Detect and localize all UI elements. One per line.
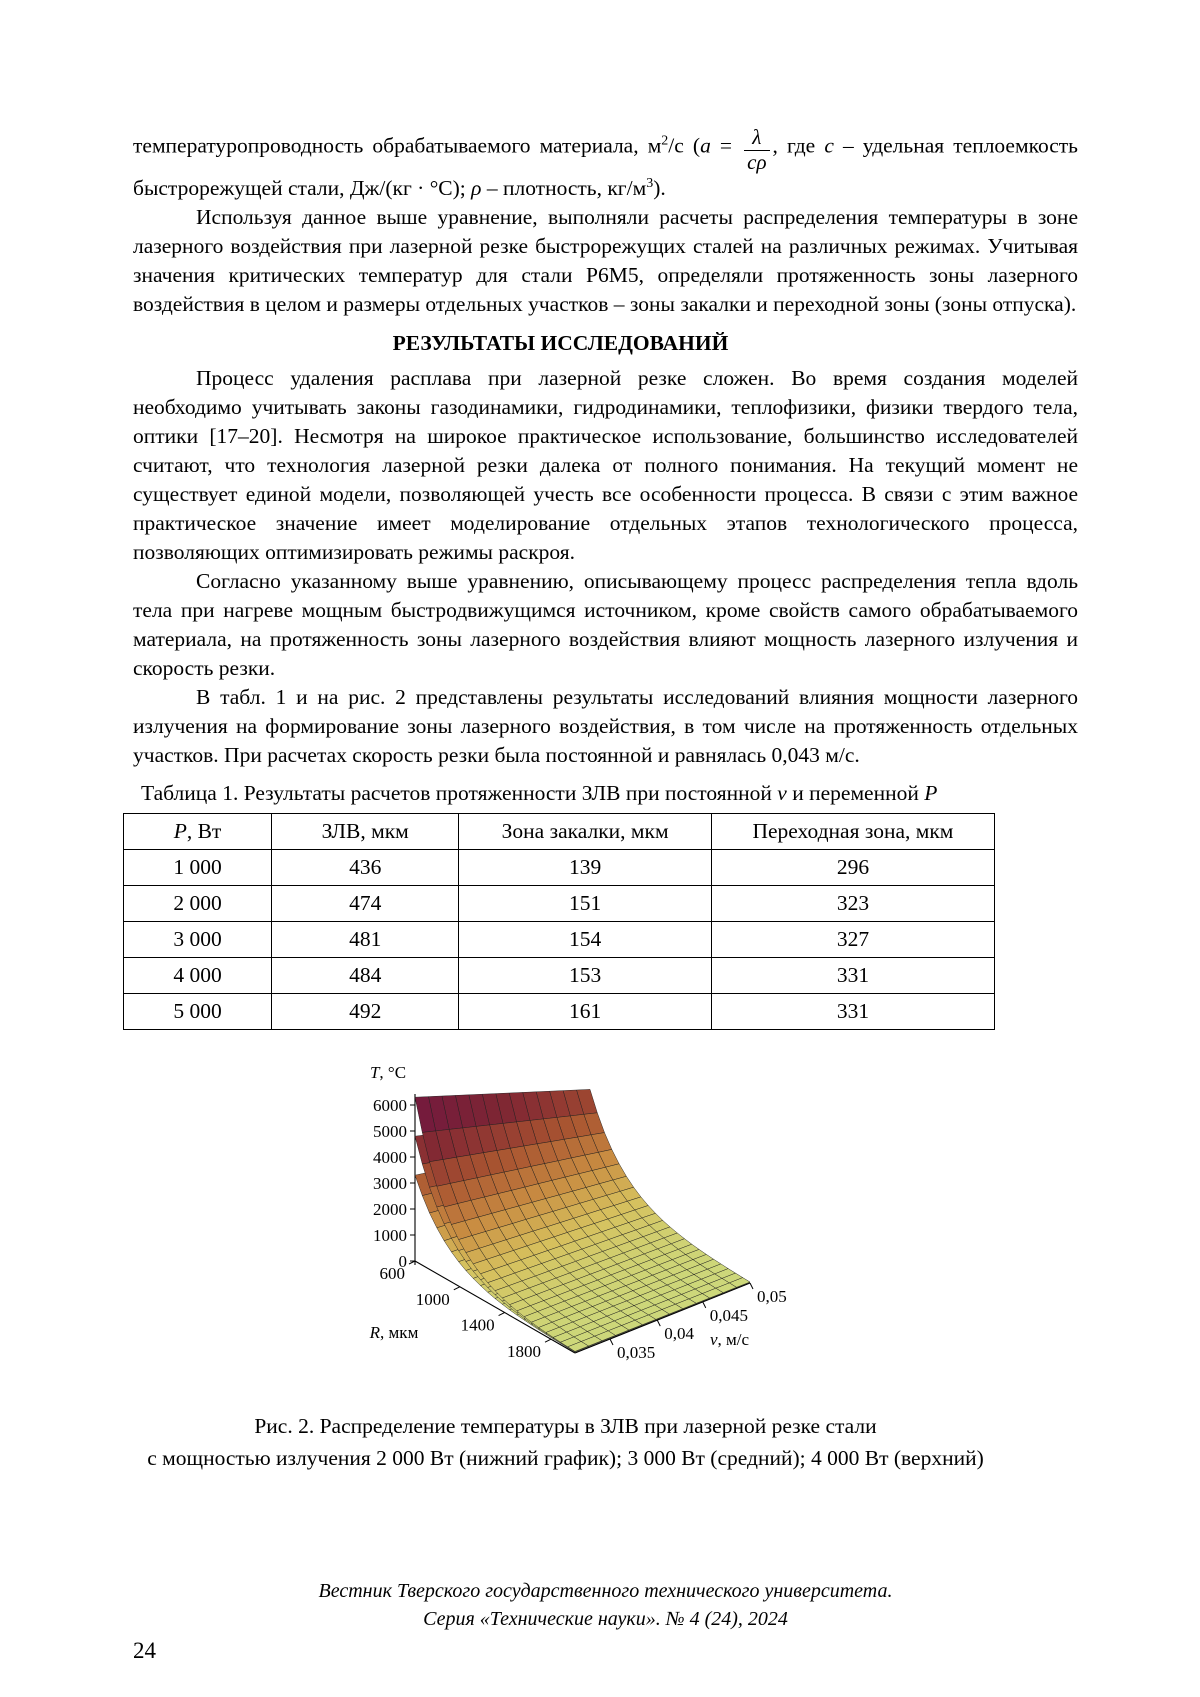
column-header-zlv: ЗЛВ, мкм bbox=[272, 814, 459, 850]
table-cell: 331 bbox=[711, 958, 994, 994]
table-cell: 331 bbox=[711, 994, 994, 1030]
results-table bbox=[123, 813, 995, 1030]
table-caption bbox=[133, 779, 1078, 808]
axis-label: T, °С bbox=[369, 1063, 407, 1083]
table-cell: 484 bbox=[272, 958, 459, 994]
axis-tick-label: 1400 bbox=[460, 1315, 495, 1335]
r-axis-tick bbox=[454, 1287, 460, 1290]
text-run: Таблица 1. Результаты расчетов протяженности ЗЛВ при постоянной bbox=[141, 781, 778, 806]
surface-plot bbox=[330, 1048, 805, 1386]
table-cell: 436 bbox=[272, 850, 459, 886]
table-cell: 1 000 bbox=[124, 850, 272, 886]
axis-tick-label: 2000 bbox=[373, 1200, 407, 1220]
paragraph-thermal-diffusivity bbox=[133, 126, 1078, 203]
column-header-hardening-zone: Зона закалки, мкм bbox=[459, 814, 712, 850]
caption-variable-v: v bbox=[777, 781, 787, 806]
fraction-numerator: λ bbox=[752, 125, 762, 149]
table-cell: 139 bbox=[459, 850, 712, 886]
v-axis-tick bbox=[750, 1283, 753, 1289]
table-row bbox=[124, 850, 995, 886]
axis-tick-label: 1000 bbox=[415, 1289, 450, 1309]
figure-caption-line1: Рис. 2. Распределение температуры в ЗЛВ при лазерной резке стали bbox=[254, 1414, 877, 1439]
superscript: 2 bbox=[661, 133, 669, 149]
table-row bbox=[124, 994, 995, 1030]
column-header-power bbox=[124, 814, 272, 850]
table-cell: 327 bbox=[711, 922, 994, 958]
table-cell: 323 bbox=[711, 886, 994, 922]
axis-tick-label: 600 bbox=[379, 1264, 405, 1284]
table-row bbox=[124, 886, 995, 922]
axis-tick-label: 1000 bbox=[373, 1226, 407, 1246]
formula-variable-a: а bbox=[700, 133, 711, 158]
table-header-row bbox=[124, 814, 995, 850]
section-heading-results: РЕЗУЛЬТАТЫ ИССЛЕДОВАНИЙ bbox=[392, 331, 729, 356]
formula-variable-c: c bbox=[824, 133, 834, 158]
axis-tick-label: 0,05 bbox=[757, 1287, 787, 1307]
fraction-denominator: cρ bbox=[744, 150, 769, 175]
table-row bbox=[124, 958, 995, 994]
table-row bbox=[124, 922, 995, 958]
table-cell: 474 bbox=[272, 886, 459, 922]
table-cell: 151 bbox=[459, 886, 712, 922]
axis-tick-label: 4000 bbox=[373, 1148, 407, 1168]
figure-caption bbox=[133, 1410, 1078, 1474]
footer-line1: Вестник Тверского государственного технического университета. bbox=[318, 1580, 893, 1602]
table-cell: 4 000 bbox=[124, 958, 272, 994]
page-number: 24 bbox=[133, 1638, 156, 1663]
text-run: , Вт bbox=[186, 819, 222, 844]
figure-2 bbox=[330, 1048, 805, 1386]
caption-variable-p: P bbox=[924, 781, 938, 806]
table-cell: 154 bbox=[459, 922, 712, 958]
table-cell: 3 000 bbox=[124, 922, 272, 958]
text-run: – удельная теплоемкость быстрорежущей стали, Дж/(кг · °С); bbox=[133, 133, 1078, 201]
axis-tick-label: 0 bbox=[398, 1252, 407, 1272]
axis-tick-label: 5000 bbox=[373, 1122, 407, 1142]
superscript: 3 bbox=[646, 175, 654, 191]
axis-label: v, м/с bbox=[710, 1330, 750, 1350]
v-axis-tick bbox=[657, 1320, 660, 1326]
paragraph-process-complexity: Процесс удаления расплава при лазерной резке сложен. Во время создания моделей необходимо учитывать законы газодинамики, гидродинамики, теплофизики, физики твердого тела, оптики [17–20]. Несмотря на широкое практическое использование, большинство исследователей считают, что технология лазерной резки далека от полного понимания. На текущий момент не существует единой модели, позволяющей учесть все особенности процесса. В связи с этим важное практическое значение имеет моделирование отдельных этапов технологического процесса, позволяющих оптимизировать режимы раскроя. bbox=[133, 366, 1078, 565]
text-run: /с ( bbox=[668, 133, 701, 158]
text-run: , где bbox=[772, 133, 825, 158]
table-cell: 296 bbox=[711, 850, 994, 886]
axis-tick-label: 0,045 bbox=[709, 1305, 748, 1325]
figure-caption-line2: с мощностью излучения 2 000 Вт (нижний график); 3 000 Вт (средний); 4 000 Вт (верхний) bbox=[147, 1446, 984, 1471]
paragraph-method: Используя данное выше уравнение, выполняли расчеты распределения температуры в зоне лазерного воздействия при лазерной резке быстрорежущих сталей на различных режимах. Учитывая значения критических температур для стали Р6М5, определяли протяженность зоны лазерного воздействия в целом и размеры отдельных участков – зоны закалки и переходной зоны (зоны отпуска). bbox=[133, 205, 1078, 317]
table-cell: 492 bbox=[272, 994, 459, 1030]
r-axis-tick bbox=[499, 1313, 505, 1316]
axis-tick-label: 6000 bbox=[373, 1096, 407, 1116]
column-header-transition-zone: Переходная зона, мкм bbox=[711, 814, 994, 850]
v-axis-tick bbox=[610, 1339, 613, 1345]
surface-sheets bbox=[415, 1089, 750, 1352]
text-run: – плотность, кг/м bbox=[481, 176, 647, 201]
text-run: и переменной bbox=[786, 781, 925, 806]
formula-fraction bbox=[744, 126, 769, 174]
axis-tick-label: 1800 bbox=[507, 1342, 541, 1362]
table-body bbox=[124, 850, 995, 1030]
paragraph-table-intro: В табл. 1 и на рис. 2 представлены результаты исследований влияния мощности лазерного излучения на формирование зоны лазерного воздействия, в том числе на протяженность отдельных участков. При расчетах скорость резки была постоянной и равнялась 0,043 м/с. bbox=[133, 685, 1078, 768]
v-axis-tick bbox=[703, 1302, 706, 1308]
footer-line2: Серия «Технические науки». № 4 (24), 2024 bbox=[423, 1608, 788, 1630]
text-run: ). bbox=[653, 176, 666, 201]
axis-tick-label: 0,04 bbox=[664, 1324, 694, 1344]
paragraph-equation-factors: Согласно указанному выше уравнению, описывающему процесс распределения тепла вдоль тела при нагреве мощным быстродвижущимся источником, кроме свойств самого обрабатываемого материала, на протяженность зоны лазерного воздействия влияют мощность лазерного излучения и скорость резки. bbox=[133, 569, 1078, 681]
journal-footer bbox=[133, 1577, 1078, 1633]
formula-variable-rho: ρ bbox=[471, 176, 482, 201]
table-cell: 153 bbox=[459, 958, 712, 994]
table-cell: 5 000 bbox=[124, 994, 272, 1030]
table-cell: 161 bbox=[459, 994, 712, 1030]
r-axis-tick bbox=[545, 1339, 551, 1342]
axis-label: R, мкм bbox=[369, 1323, 419, 1343]
text-run: температуропроводность обрабатываемого материала, м bbox=[133, 133, 662, 158]
axis-tick-label: 3000 bbox=[373, 1174, 407, 1194]
table-cell: 481 bbox=[272, 922, 459, 958]
axis-tick-label: 0,035 bbox=[617, 1343, 656, 1363]
header-variable-p: P bbox=[173, 819, 187, 844]
formula-equals: = bbox=[710, 133, 742, 158]
table-cell: 2 000 bbox=[124, 886, 272, 922]
page-content bbox=[133, 126, 1078, 1474]
